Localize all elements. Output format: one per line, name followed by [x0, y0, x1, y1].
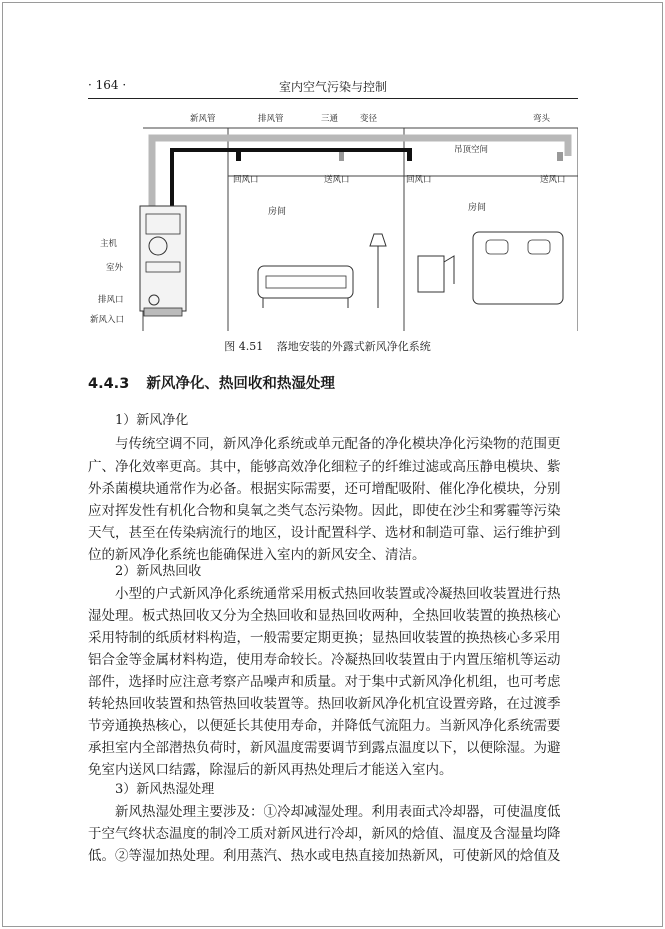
subheading-3: 3）新风热湿处理: [115, 782, 215, 797]
unit-base: [144, 308, 182, 316]
label-xinfeng-rukou: 新风入口: [90, 315, 125, 325]
label-bianjing: 变径: [360, 114, 378, 124]
pillow-1: [486, 240, 508, 254]
subheading-1: 1）新风净化: [115, 413, 189, 428]
return-outlet-1: [236, 152, 241, 161]
p2-line-8: 免室内送风口结露，除湿后的新风再热处理后才能送入室内。: [88, 762, 453, 778]
p1-line-0: 与传统空调不同，新风净化系统或单元配备的净化模块净化污染物的范围更: [115, 436, 561, 452]
p2-line-4: 部件，选择时应注意考察产品噪声和质量。对于集中式新风净化机组，也可考虑: [88, 674, 561, 690]
caption-number: 图 4.51: [224, 340, 264, 353]
figure-caption: [0, 338, 665, 354]
label-room-2: 房间: [468, 203, 487, 213]
section-heading: [88, 372, 347, 393]
p3-line-2: 低。②等湿加热处理。利用蒸汽、热水或电热直接加热新风，可使新风的焓值及: [88, 848, 561, 864]
label-paifengguan: 排风管: [258, 114, 284, 124]
p1-line-5: 位的新风净化系统也能确保进入室内的新风安全、清洁。: [88, 547, 426, 563]
p2-line-0: 小型的户式新风净化系统通常采用板式热回收装置或冷凝热回收装置进行热: [115, 586, 561, 602]
chair: [418, 256, 444, 292]
supply-outlet-2: [557, 152, 563, 161]
running-title: 室内空气污染与控制: [278, 80, 387, 94]
figure-fresh-air-system: [88, 106, 578, 331]
label-huifengkou-1: 回风口: [233, 175, 259, 185]
p1-line-1: 广、净化效率更高。其中，能够高效净化细粒子的纤维过滤或高压静电模块、紫: [88, 459, 561, 475]
label-wantou: 弯头: [533, 114, 551, 124]
label-santong: 三通: [321, 114, 339, 124]
label-diaoding: 吊顶空间: [454, 145, 489, 155]
pillow-2: [528, 240, 550, 254]
label-xinfengguan: 新风管: [190, 114, 216, 124]
main-unit: [140, 206, 186, 311]
label-room-1: 房间: [268, 207, 287, 217]
p2-line-2: 采用特制的纸质材料构造，一般需要定期更换；显热回收装置的换热核心多采用: [88, 630, 561, 646]
label-songfengkou-2: 送风口: [540, 175, 566, 185]
subheading-2: 2）新风热回收: [115, 564, 202, 579]
label-huifengkou-2: 回风口: [406, 175, 432, 185]
p1-line-2: 外杀菌模块通常作为必备。根据实际需要，还可增配吸附、催化净化模块，分别: [88, 481, 561, 497]
exhaust-duct: [172, 150, 410, 206]
section-title: 新风净化、热回收和热湿处理: [146, 376, 335, 392]
running-header: [88, 76, 578, 99]
sofa-seat: [266, 276, 346, 288]
label-zhuji: 主机: [100, 239, 118, 249]
p3-line-1: 于空气终状态温度的制冷工质对新风进行冷却，新风的焓值、温度及含湿量均降: [88, 826, 561, 842]
p2-line-3: 铝合金等金属材料构造，使用寿命较长。冷凝热回收装置由于内置压缩机等运动: [88, 652, 561, 668]
page-number: · 164 ·: [88, 78, 127, 92]
sofa: [258, 266, 353, 298]
lamp-shade: [370, 234, 386, 246]
p2-line-7: 承担室内全部潜热负荷时，新风温度需要调节到露点温度以下，以便除湿。为避: [88, 740, 561, 756]
supply-outlet-1: [339, 152, 344, 161]
p2-line-5: 转轮热回收装置和热管热回收装置等。热回收新风净化机宜设置旁路，在过渡季: [88, 696, 561, 712]
p1-line-4: 天气，甚至在传染病流行的地区，设计配置科学、选材和制造可靠、运行维护到: [88, 525, 561, 541]
p2-line-6: 节旁通换热核心，以便延长其使用寿命，并降低气流阻力。当新风净化系统需要: [88, 718, 561, 734]
p1-line-3: 应对挥发性有机化合物和臭氧之类气态污染物。因此，即使在沙尘和雾霾等污染: [88, 503, 561, 519]
label-shiwai: 室外: [106, 263, 124, 273]
section-number: 4.4.3: [88, 376, 130, 392]
label-songfengkou-1: 送风口: [324, 175, 350, 185]
label-paifengkou: 排风口: [98, 295, 124, 305]
chair-back: [444, 256, 454, 284]
p3-line-0: 新风热湿处理主要涉及：①冷却减湿处理。利用表面式冷却器，可使温度低: [115, 804, 561, 820]
p2-line-1: 湿处理。板式热回收又分为全热回收和显热回收两种，全热回收装置的换热核心: [88, 608, 561, 624]
return-outlet-2: [407, 152, 412, 161]
caption-text: 落地安装的外露式新风净化系统: [276, 340, 431, 353]
